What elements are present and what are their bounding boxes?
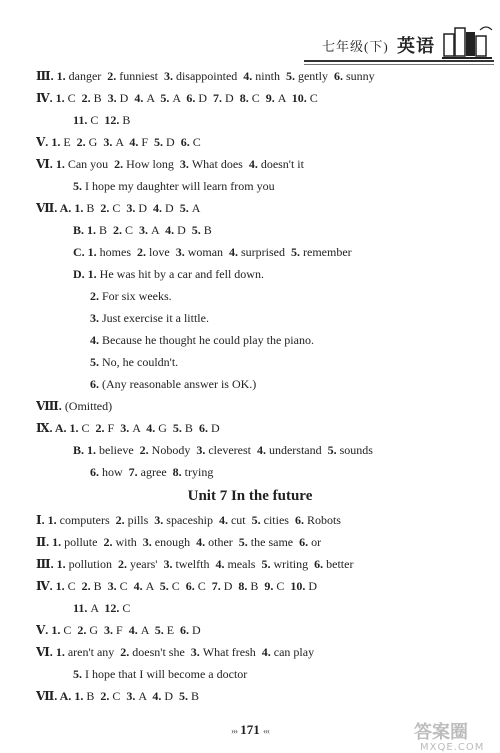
item-number: 5. (159, 579, 172, 593)
answer-text: how (102, 465, 129, 479)
answer-text: gently (297, 69, 334, 83)
item-number: 4. (133, 579, 146, 593)
item-number: 3. (196, 443, 209, 457)
answer-text: C (112, 201, 127, 215)
item-number: 11. (73, 601, 91, 615)
answer-text: surprised (241, 245, 292, 259)
item-number: 4. (229, 245, 242, 259)
answer-text: I hope that I will become a doctor (85, 667, 248, 681)
answer-text: B (86, 689, 101, 703)
item-number: Ⅵ. (36, 645, 56, 659)
item-number: 6. (299, 535, 312, 549)
answer-line (36, 134, 201, 150)
answer-line (36, 578, 317, 594)
item-number: 1. (56, 69, 69, 83)
item-number: 6. (198, 421, 211, 435)
answer-text: doesn't she (132, 645, 191, 659)
answer-line (73, 178, 275, 194)
answer-text: understand (268, 443, 328, 457)
item-number: 12. (104, 113, 123, 127)
item-number: 1. (87, 267, 100, 281)
answer-text: pollute (64, 535, 104, 549)
answer-text: D (210, 421, 220, 435)
watermark-url: MXQE.COM (420, 742, 485, 753)
answer-text: A (140, 623, 155, 637)
answer-line (73, 244, 352, 260)
answer-text: D (223, 579, 239, 593)
answer-text: For six weeks. (102, 289, 172, 303)
item-number: 1. (87, 443, 100, 457)
answer-text: E (63, 135, 77, 149)
item-number: 4. (256, 443, 269, 457)
answer-text: cut (230, 513, 252, 527)
item-number: 3. (103, 135, 116, 149)
answer-text: enough (154, 535, 197, 549)
item-number: 4. (146, 421, 159, 435)
item-number: 2. (139, 443, 152, 457)
answer-text: He was hit by a car and fell down. (99, 267, 264, 281)
item-number: 3. (126, 201, 139, 215)
answer-text: C (112, 689, 127, 703)
item-number: 1. (47, 513, 60, 527)
answer-line (36, 644, 314, 660)
answer-text: What does (191, 157, 249, 171)
answer-text: A (151, 223, 166, 237)
answer-text: remember (303, 245, 352, 259)
answer-text: cleverest (208, 443, 257, 457)
item-number: 6. (333, 69, 346, 83)
answer-line (36, 420, 220, 436)
item-number: 1. (55, 645, 68, 659)
item-number: 4. (261, 645, 274, 659)
item-number: 8. (238, 579, 251, 593)
answer-text: A (145, 579, 160, 593)
answer-text: Nobody (151, 443, 197, 457)
answer-text: or (311, 535, 322, 549)
answer-text: G (88, 135, 104, 149)
item-number: 2. (100, 201, 113, 215)
page-number: 171 (240, 722, 260, 737)
answer-text: doesn't it (260, 157, 304, 171)
item-number: 2. (137, 245, 150, 259)
answer-line (36, 90, 318, 106)
answer-text: meals (227, 557, 262, 571)
item-number: 6. (294, 513, 307, 527)
item-number: 5. (73, 667, 85, 681)
answer-text: B (203, 223, 212, 237)
answer-text: D (308, 579, 318, 593)
answer-line (73, 112, 130, 128)
answer-text: A (277, 91, 292, 105)
answer-text: C (309, 91, 318, 105)
answer-text: Can you (67, 157, 115, 171)
item-number: Ⅶ. (36, 689, 60, 703)
item-number: 6. (90, 377, 102, 391)
item-number: 2. (100, 689, 113, 703)
item-number: 1. (74, 689, 87, 703)
item-number: 1. (51, 623, 64, 637)
item-number: 5. (90, 355, 102, 369)
answer-line (73, 222, 212, 238)
answer-line (90, 288, 172, 304)
answer-line (73, 600, 130, 616)
item-number: 3. (139, 223, 152, 237)
item-number: 4. (90, 333, 102, 347)
item-number: 3. (163, 557, 176, 571)
answer-line (73, 266, 264, 282)
item-number: Ⅷ. (36, 399, 65, 413)
answer-text: A (191, 201, 201, 215)
answer-text: F (141, 135, 155, 149)
footer-right-arrows: ‹‹‹ (263, 726, 269, 736)
answer-text: C (192, 135, 201, 149)
item-number: Ⅵ. (36, 157, 56, 171)
item-number: 3. (190, 645, 203, 659)
item-number: 5. (154, 135, 167, 149)
item-number: 3. (179, 157, 192, 171)
item-number: 3. (154, 513, 167, 527)
answer-line (36, 622, 201, 638)
item-number: 9. (264, 579, 277, 593)
answer-text: G (158, 421, 173, 435)
answer-line (36, 68, 375, 84)
answer-text: Because he thought he could play the piano. (102, 333, 314, 347)
item-number: 1. (55, 579, 68, 593)
item-number: 5. (154, 623, 167, 637)
item-number: 3. (104, 623, 116, 637)
answer-text: Just exercise it a little. (102, 311, 209, 325)
answer-text: computers (59, 513, 116, 527)
answer-text: G (89, 623, 104, 637)
item-number: 2. (113, 223, 126, 237)
answer-line (90, 332, 314, 348)
answer-line (36, 200, 200, 216)
item-number: 5. (160, 91, 173, 105)
item-number: 2. (95, 421, 108, 435)
answer-text: B (86, 201, 101, 215)
answer-text: aren't any (67, 645, 121, 659)
item-number: A. (54, 421, 70, 435)
answer-text: D (119, 91, 135, 105)
item-number: 10. (290, 579, 309, 593)
item-number: 6. (90, 465, 102, 479)
item-number: 2. (81, 91, 94, 105)
item-number: 2. (103, 535, 116, 549)
answer-text: C (81, 421, 96, 435)
item-number: Ⅶ. (36, 201, 60, 215)
answer-text: C (276, 579, 291, 593)
answer-text: C (90, 113, 105, 127)
answer-text: homes (99, 245, 138, 259)
answer-line (73, 666, 247, 682)
answer-text: B (184, 421, 199, 435)
answer-text: pollution (68, 557, 118, 571)
item-number: Ⅳ. (36, 579, 56, 593)
item-number: 1. (55, 157, 68, 171)
answer-text: C (122, 601, 131, 615)
item-number: 3. (90, 311, 102, 325)
item-number: 7. (211, 579, 224, 593)
watermark-logo (414, 724, 484, 753)
answer-text: Robots (306, 513, 341, 527)
item-number: 1. (87, 245, 100, 259)
item-number: 5. (251, 513, 264, 527)
answer-line (73, 442, 373, 458)
answer-text: C (67, 579, 82, 593)
answer-text: D (225, 91, 240, 105)
answer-text: D (165, 201, 180, 215)
answer-text: C (171, 579, 186, 593)
item-number: 3. (142, 535, 155, 549)
answer-text: other (208, 535, 239, 549)
subject-label: 英语 (397, 36, 435, 57)
answer-text: years' (129, 557, 164, 571)
item-number: Ⅱ. (36, 535, 53, 549)
answer-text: (Omitted) (64, 399, 113, 413)
item-number: Ⅲ. (36, 69, 57, 83)
answer-text: D (138, 201, 154, 215)
item-number: Ⅲ. (36, 557, 57, 571)
answer-text: D (198, 91, 214, 105)
item-number: C. (73, 245, 88, 259)
answer-text: writing (273, 557, 315, 571)
answer-text: with (115, 535, 143, 549)
item-number: 2. (117, 557, 130, 571)
answer-text: F (116, 623, 129, 637)
item-number: 3. (107, 579, 120, 593)
answer-text: love (149, 245, 176, 259)
answer-text: sounds (339, 443, 373, 457)
item-number: A. (59, 689, 75, 703)
answer-text: D (192, 623, 201, 637)
answer-text: twelfth (175, 557, 216, 571)
item-number: 7. (128, 465, 141, 479)
answer-line (90, 354, 178, 370)
item-number: 3. (126, 689, 139, 703)
item-number: 5. (327, 443, 340, 457)
item-number: Ⅴ. (36, 135, 52, 149)
watermark-text: 答案圈 (414, 722, 468, 743)
answer-text: I hope my daughter will learn from you (85, 179, 275, 193)
answer-text: C (125, 223, 140, 237)
item-number: 1. (87, 223, 100, 237)
answer-line (90, 310, 209, 326)
item-number: 4. (218, 513, 231, 527)
item-number: Ⅳ. (36, 91, 56, 105)
answer-line (36, 688, 199, 704)
item-number: 10. (291, 91, 310, 105)
item-number: 5. (238, 535, 251, 549)
item-number: 1. (51, 135, 64, 149)
answer-text: B (191, 689, 200, 703)
answer-text: (Any reasonable answer is OK.) (102, 377, 257, 391)
item-number: 1. (56, 557, 69, 571)
item-number: 4. (134, 91, 147, 105)
answer-line (36, 398, 112, 414)
item-number: 5. (291, 245, 304, 259)
item-number: 4. (129, 135, 142, 149)
item-number: 9. (265, 91, 278, 105)
answer-text: sunny (345, 69, 375, 83)
answer-text: C (67, 91, 82, 105)
item-number: 4. (243, 69, 256, 83)
answer-text: cities (263, 513, 295, 527)
item-number: 3. (107, 91, 120, 105)
answer-text: pills (127, 513, 155, 527)
answer-text: B (93, 579, 108, 593)
item-number: 4. (153, 201, 166, 215)
item-number: 3. (120, 421, 133, 435)
answer-text: B (99, 223, 114, 237)
footer-left-arrows: ››› (231, 726, 237, 736)
answer-text: A (146, 91, 161, 105)
answer-text: C (63, 623, 78, 637)
answer-text: A (115, 135, 130, 149)
answer-text: B (250, 579, 265, 593)
item-number: Ⅴ. (36, 623, 52, 637)
item-number: 6. (314, 557, 327, 571)
answer-line (90, 464, 213, 480)
item-number: 5. (179, 201, 192, 215)
answer-text: How long (126, 157, 180, 171)
answer-text: A (172, 91, 187, 105)
answer-text: C (197, 579, 212, 593)
answer-text: better (326, 557, 354, 571)
item-number: 6. (180, 135, 193, 149)
answer-text: D (166, 135, 181, 149)
item-number: 2. (90, 289, 102, 303)
answer-line (36, 512, 341, 528)
answer-text: agree (140, 465, 173, 479)
item-number: 4. (128, 623, 141, 637)
answer-text: ninth (255, 69, 286, 83)
answer-text: F (107, 421, 121, 435)
item-number: 6. (186, 91, 199, 105)
answer-line (90, 376, 256, 392)
answer-text: A (90, 601, 105, 615)
answer-text: funniest (119, 69, 164, 83)
answer-text: believe (99, 443, 140, 457)
item-number: 5. (285, 69, 298, 83)
item-number: 5. (179, 689, 192, 703)
answer-text: C (251, 91, 266, 105)
answer-text: A (132, 421, 147, 435)
answer-text: A (138, 689, 153, 703)
item-number: 3. (163, 69, 176, 83)
item-number: Ⅰ. (36, 513, 48, 527)
item-number: A. (59, 201, 75, 215)
answer-text: the same (250, 535, 300, 549)
answer-text: E (166, 623, 181, 637)
item-number: 2. (77, 623, 90, 637)
item-number: 4. (152, 689, 165, 703)
answer-text: D (177, 223, 192, 237)
item-number: 2. (114, 157, 127, 171)
item-number: B. (73, 223, 88, 237)
answer-line (36, 556, 353, 572)
item-number: 12. (104, 601, 123, 615)
item-number: Ⅸ. (36, 421, 55, 435)
answer-text: can play (273, 645, 315, 659)
answer-text: B (93, 91, 108, 105)
answer-text: spaceship (166, 513, 219, 527)
answer-text: B (122, 113, 131, 127)
item-number: 2. (107, 69, 120, 83)
item-number: 2. (81, 579, 94, 593)
item-number: 5. (191, 223, 204, 237)
item-number: 4. (248, 157, 261, 171)
item-number: 4. (165, 223, 178, 237)
item-number: 11. (73, 113, 91, 127)
item-number: 1. (74, 201, 87, 215)
item-number: 7. (213, 91, 226, 105)
answer-text: C (119, 579, 134, 593)
item-number: 2. (115, 513, 128, 527)
item-number: 8. (172, 465, 185, 479)
answer-text: danger (68, 69, 108, 83)
item-number: 6. (185, 579, 198, 593)
answer-text: woman (187, 245, 230, 259)
answer-text: What fresh (202, 645, 262, 659)
item-number: 1. (55, 91, 68, 105)
item-number: 1. (52, 535, 65, 549)
item-number: 8. (239, 91, 252, 105)
item-number: 6. (180, 623, 193, 637)
item-number: 2. (120, 645, 133, 659)
item-number: 5. (73, 179, 85, 193)
answer-text: No, he couldn't. (102, 355, 179, 369)
answer-line (36, 534, 321, 550)
item-number: 5. (261, 557, 274, 571)
item-number: 1. (69, 421, 82, 435)
unit-title: Unit 7 In the future (187, 488, 313, 504)
item-number: 3. (175, 245, 188, 259)
item-number: B. (73, 443, 88, 457)
answer-text: D (164, 689, 180, 703)
item-number: 2. (76, 135, 89, 149)
item-number: 4. (215, 557, 228, 571)
answer-text: disappointed (175, 69, 244, 83)
item-number: D. (73, 267, 88, 281)
item-number: 5. (172, 421, 185, 435)
item-number: 4. (196, 535, 209, 549)
answer-text: trying (184, 465, 214, 479)
answer-line (36, 156, 304, 172)
grade-label: 七年级(下) (322, 39, 389, 54)
